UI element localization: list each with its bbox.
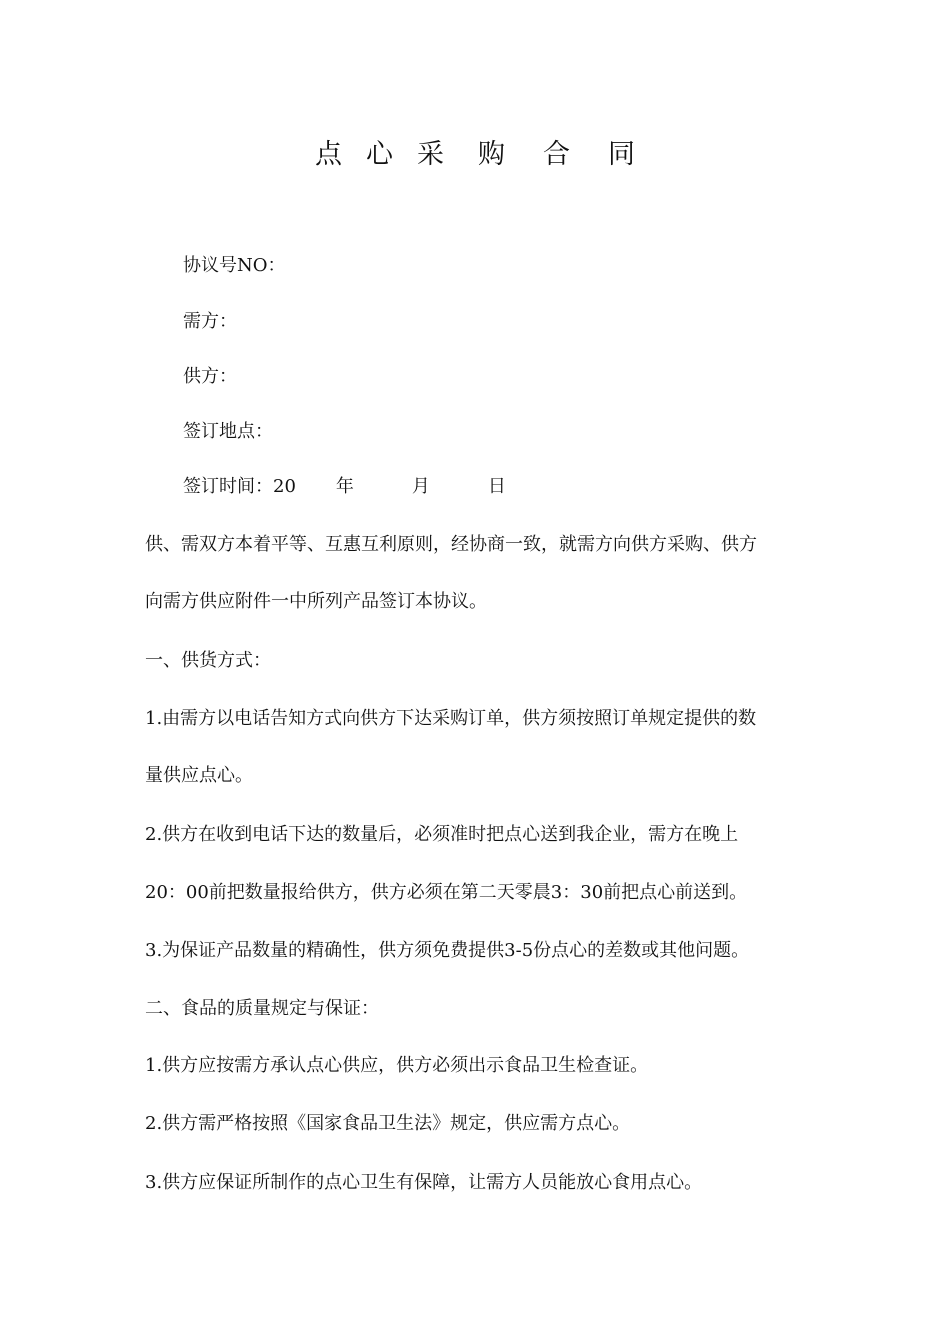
body-paragraph-line: 1.由需方以电话告知方式向供方下达采购订单，供方须按照订单规定提供的数 [145, 708, 757, 729]
document-title [0, 132, 950, 171]
body-paragraph-line: 3.供方应保证所制作的点心卫生有保障，让需方人员能放心食用点心。 [145, 1172, 703, 1193]
body-paragraph-line: 量供应点心。 [145, 765, 253, 786]
title-char: 心 [366, 139, 393, 170]
section-heading: 二、食品的质量规定与保证： [145, 998, 379, 1019]
body-paragraph-line: 20：00前把数量报给供方，供方必须在第二天零晨3：30前把点心前送到。 [145, 882, 748, 903]
body-paragraph-line: 2.供方在收到电话下达的数量后，必须准时把点心送到我企业，需方在晚上 [145, 824, 739, 845]
body-paragraph-line: 供、需双方本着平等、互惠互利原则，经协商一致，就需方向供方采购、供方 [145, 534, 757, 555]
sign-time-day: 日 [487, 476, 506, 497]
body-paragraph-line: 3.为保证产品数量的精确性，供方须免费提供3-5份点心的差数或其他问题。 [145, 940, 750, 961]
body-paragraph-line: 向需方供应附件一中所列产品签订本协议。 [145, 591, 487, 612]
title-char: 点 [315, 139, 342, 170]
supplier-field: 供方： [183, 366, 237, 387]
sign-time-year: 年 [335, 476, 354, 497]
title-char: 同 [608, 139, 635, 170]
body-paragraph-line: 1.供方应按需方承认点心供应，供方必须出示食品卫生检查证。 [145, 1055, 649, 1076]
section-heading: 一、供货方式： [145, 650, 271, 671]
sign-time-label: 签订时间：20 [183, 476, 296, 497]
title-char: 购 [478, 139, 505, 170]
agreement-number-field: 协议号NO： [183, 255, 286, 276]
sign-place-field: 签订地点： [183, 421, 273, 442]
sign-time-field [183, 475, 506, 499]
buyer-field: 需方： [183, 311, 237, 332]
title-char: 合 [543, 139, 570, 170]
sign-time-month: 月 [411, 476, 430, 497]
title-char: 采 [417, 139, 444, 170]
body-paragraph-line: 2.供方需严格按照《国家食品卫生法》规定，供应需方点心。 [145, 1113, 631, 1134]
